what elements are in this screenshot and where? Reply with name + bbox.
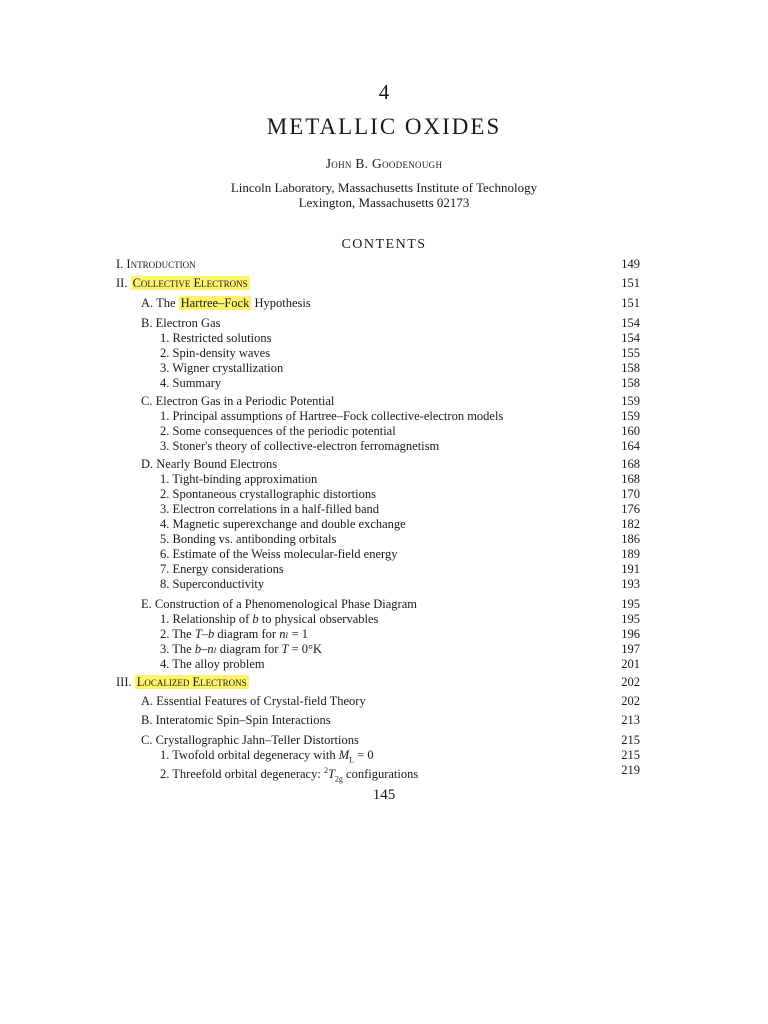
- toc-entry: [0, 472, 768, 487]
- toc-entry-title-part: diagram for: [219, 642, 279, 656]
- toc-entry-number: 4.: [160, 517, 170, 531]
- toc-entry-number: 6.: [160, 547, 170, 561]
- toc-entry-title: Estimate of the Weiss molecular-field energy: [172, 547, 398, 561]
- toc-entry-number: 1.: [160, 612, 170, 626]
- toc-entry-number: 7.: [160, 562, 170, 576]
- toc-entry-page: 160: [621, 424, 640, 438]
- toc-entry-number: 2.: [160, 627, 170, 641]
- toc-entry-page: 213: [621, 713, 640, 727]
- math-variable: T: [327, 767, 335, 782]
- toc-entry-title: Electron Gas: [155, 316, 221, 330]
- toc-entry-title: Stoner's theory of collective-electron ferromagnetism: [172, 439, 440, 453]
- toc-entry-title-highlighted: Localized Electrons: [136, 675, 247, 689]
- math-subscript: L: [349, 755, 355, 765]
- toc-entry-page: 159: [621, 394, 640, 408]
- toc-entry-page: 158: [621, 376, 640, 390]
- toc-entry-page: 176: [621, 502, 640, 516]
- toc-entry: [0, 487, 768, 502]
- toc-entry-number: 2.: [160, 424, 170, 438]
- toc-entry-title: Principal assumptions of Hartree–Fock collective-electron models: [172, 409, 504, 423]
- toc-entry-title: Wigner crystallization: [172, 361, 284, 375]
- toc-entry-title: Electron Gas in a Periodic Potential: [155, 394, 335, 408]
- toc-entry: [0, 394, 768, 409]
- toc-entry-title: Summary: [172, 376, 222, 390]
- toc-entry-number: 1.: [160, 331, 170, 345]
- toc-entry-page: 154: [621, 316, 640, 330]
- toc-entry: [0, 597, 768, 612]
- math-variable: T: [281, 642, 289, 656]
- toc-entry-number: 1.: [160, 472, 170, 486]
- toc-entry-title-part: The: [172, 642, 192, 656]
- toc-entry-number: B.: [141, 713, 153, 727]
- page-number: 145: [372, 787, 396, 803]
- toc-entry: [0, 331, 768, 346]
- toc-entry-number: 3.: [160, 502, 170, 516]
- toc-entry: [0, 457, 768, 472]
- toc-entry-title-part: The: [156, 296, 176, 310]
- toc-entry-title-part: Relationship of: [172, 612, 250, 626]
- toc-entry: [0, 424, 768, 439]
- toc-entry-title-part: to physical observables: [261, 612, 379, 626]
- chapter-title: METALLIC OXIDES: [266, 114, 502, 139]
- toc-entry: [0, 296, 768, 311]
- author-name: John B. Goodenough: [325, 156, 443, 171]
- toc-entry: [0, 763, 768, 784]
- toc-entry-number: D.: [141, 457, 154, 471]
- toc-entry-page: 170: [621, 487, 640, 501]
- toc-entry: [0, 439, 768, 454]
- toc-entry-page: 164: [621, 439, 640, 453]
- contents-heading: CONTENTS: [341, 237, 427, 252]
- toc-entry: [0, 257, 768, 272]
- toc-entry-title-part: Twofold orbital degeneracy with: [172, 748, 336, 762]
- toc-entry-page: 154: [621, 331, 640, 345]
- toc-entry-number: C.: [141, 733, 153, 747]
- math-subscript: 2g: [334, 774, 343, 784]
- toc-entry-highlighted-term: Hartree–Fock: [180, 296, 250, 310]
- toc-entry-title: The alloy problem: [172, 657, 265, 671]
- toc-entry: [0, 361, 768, 376]
- toc-entry-page: 151: [621, 296, 640, 310]
- toc-entry-page: 182: [621, 517, 640, 531]
- toc-entry-title: Superconductivity: [172, 577, 265, 591]
- toc-entry: [0, 316, 768, 331]
- affiliation-line-2: Lexington, Massachusetts 02173: [298, 195, 470, 210]
- toc-entry-number: 3.: [160, 361, 170, 375]
- toc-entry-title: Some consequences of the periodic potential: [172, 424, 396, 438]
- toc-entry: [0, 276, 768, 291]
- toc-entry-page: 155: [621, 346, 640, 360]
- math-variable: b–nₗ: [194, 642, 217, 656]
- toc-entry-page: 149: [621, 257, 640, 271]
- toc-entry-page: 197: [621, 642, 640, 656]
- toc-entry-number: C.: [141, 394, 153, 408]
- toc-entry-page: 215: [621, 733, 640, 747]
- toc-entry-title-part: Threefold orbital degeneracy:: [172, 767, 321, 782]
- toc-entry-number: 2.: [160, 346, 170, 360]
- toc-entry-number: 3.: [160, 642, 170, 656]
- toc-entry-page: 189: [621, 547, 640, 561]
- toc-entry-title: Spin-density waves: [172, 346, 271, 360]
- toc-entry: [0, 577, 768, 592]
- toc-entry: [0, 547, 768, 562]
- toc-entry-number: 2.: [160, 767, 170, 782]
- toc-entry: [0, 733, 768, 748]
- toc-entry-title: Spontaneous crystallographic distortions: [172, 487, 376, 501]
- toc-entry-title-highlighted: Collective Electrons: [132, 276, 248, 290]
- toc-entry-number: A.: [141, 296, 154, 310]
- toc-entry-page: 158: [621, 361, 640, 375]
- toc-entry-page: 202: [621, 675, 640, 689]
- toc-entry-title-part: The: [172, 627, 192, 641]
- toc-entry-page: 195: [621, 597, 640, 611]
- toc-entry-page: 168: [621, 457, 640, 471]
- math-variable: M: [338, 748, 350, 762]
- toc-entry-title: Bonding vs. antibonding orbitals: [172, 532, 337, 546]
- toc-entry-number: 5.: [160, 532, 170, 546]
- toc-entry: [0, 346, 768, 361]
- toc-entry-title-part: = 0°K: [291, 642, 323, 656]
- math-variable: nₗ: [279, 627, 289, 641]
- toc-entry-number: B.: [141, 316, 153, 330]
- toc-entry: [0, 642, 768, 657]
- toc-entry: [0, 694, 768, 709]
- toc-entry-title: Crystallographic Jahn–Teller Distortions: [155, 733, 359, 747]
- toc-entry-page: 219: [621, 763, 640, 777]
- toc-entry-page: 186: [621, 532, 640, 546]
- toc-entry: [0, 532, 768, 547]
- toc-entry-title-part: diagram for: [217, 627, 277, 641]
- toc-entry-number: III.: [116, 675, 132, 689]
- toc-entry-number: 1.: [160, 748, 170, 762]
- toc-entry-page: 168: [621, 472, 640, 486]
- toc-entry-title-part: = 0: [357, 748, 374, 762]
- toc-entry: [0, 376, 768, 391]
- toc-entry-title-part: = 1: [291, 627, 309, 641]
- toc-entry-title: Restricted solutions: [172, 331, 272, 345]
- toc-entry: [0, 517, 768, 532]
- toc-entry-page: 202: [621, 694, 640, 708]
- toc-entry-number: 2.: [160, 487, 170, 501]
- toc-entry: [0, 612, 768, 627]
- toc-entry-title-part: Hypothesis: [254, 296, 311, 310]
- toc-entry: [0, 713, 768, 728]
- toc-entry-number: 1.: [160, 409, 170, 423]
- affiliation-line-1: Lincoln Laboratory, Massachusetts Institute of Technology: [230, 180, 538, 195]
- toc-entry-number: II.: [116, 276, 128, 290]
- toc-entry-title: Construction of a Phenomenological Phase Diagram: [154, 597, 417, 611]
- toc-entry-title-part: configurations: [346, 767, 419, 782]
- toc-entry-page: 196: [621, 627, 640, 641]
- math-variable: T–b: [194, 627, 215, 641]
- toc-entry: [0, 502, 768, 517]
- toc-entry-number: 3.: [160, 439, 170, 453]
- chapter-number: 4: [378, 80, 390, 104]
- toc-entry-page: 193: [621, 577, 640, 591]
- toc-entry-page: 201: [621, 657, 640, 671]
- toc-entry-title: Essential Features of Crystal-field Theory: [156, 694, 366, 708]
- toc-entry-title: Introduction: [126, 257, 196, 271]
- toc-entry-title: Electron correlations in a half-filled band: [172, 502, 380, 516]
- toc-entry-title: Interatomic Spin–Spin Interactions: [155, 713, 331, 727]
- toc-entry-number: I.: [116, 257, 124, 271]
- toc-entry-number: 4.: [160, 376, 170, 390]
- toc-entry-page: 191: [621, 562, 640, 576]
- toc-entry-page: 159: [621, 409, 640, 423]
- toc-entry-number: A.: [141, 694, 154, 708]
- toc-entry-title: Energy considerations: [172, 562, 284, 576]
- toc-entry-page: 215: [621, 748, 640, 762]
- math-superscript: 2: [323, 766, 328, 775]
- toc-entry: [0, 748, 768, 763]
- toc-entry: [0, 675, 768, 690]
- toc-entry: [0, 409, 768, 424]
- toc-entry-number: E.: [141, 597, 152, 611]
- toc-entry-number: 4.: [160, 657, 170, 671]
- toc-entry-title: Nearly Bound Electrons: [156, 457, 278, 471]
- toc-entry: [0, 562, 768, 577]
- toc-entry: [0, 627, 768, 642]
- toc-entry-title: Magnetic superexchange and double exchange: [172, 517, 406, 531]
- toc-entry: [0, 657, 768, 672]
- toc-entry-page: 151: [621, 276, 640, 290]
- toc-entry-page: 195: [621, 612, 640, 626]
- math-variable: b: [252, 612, 259, 626]
- toc-entry-number: 8.: [160, 577, 170, 591]
- toc-entry-title: Tight-binding approximation: [172, 472, 318, 486]
